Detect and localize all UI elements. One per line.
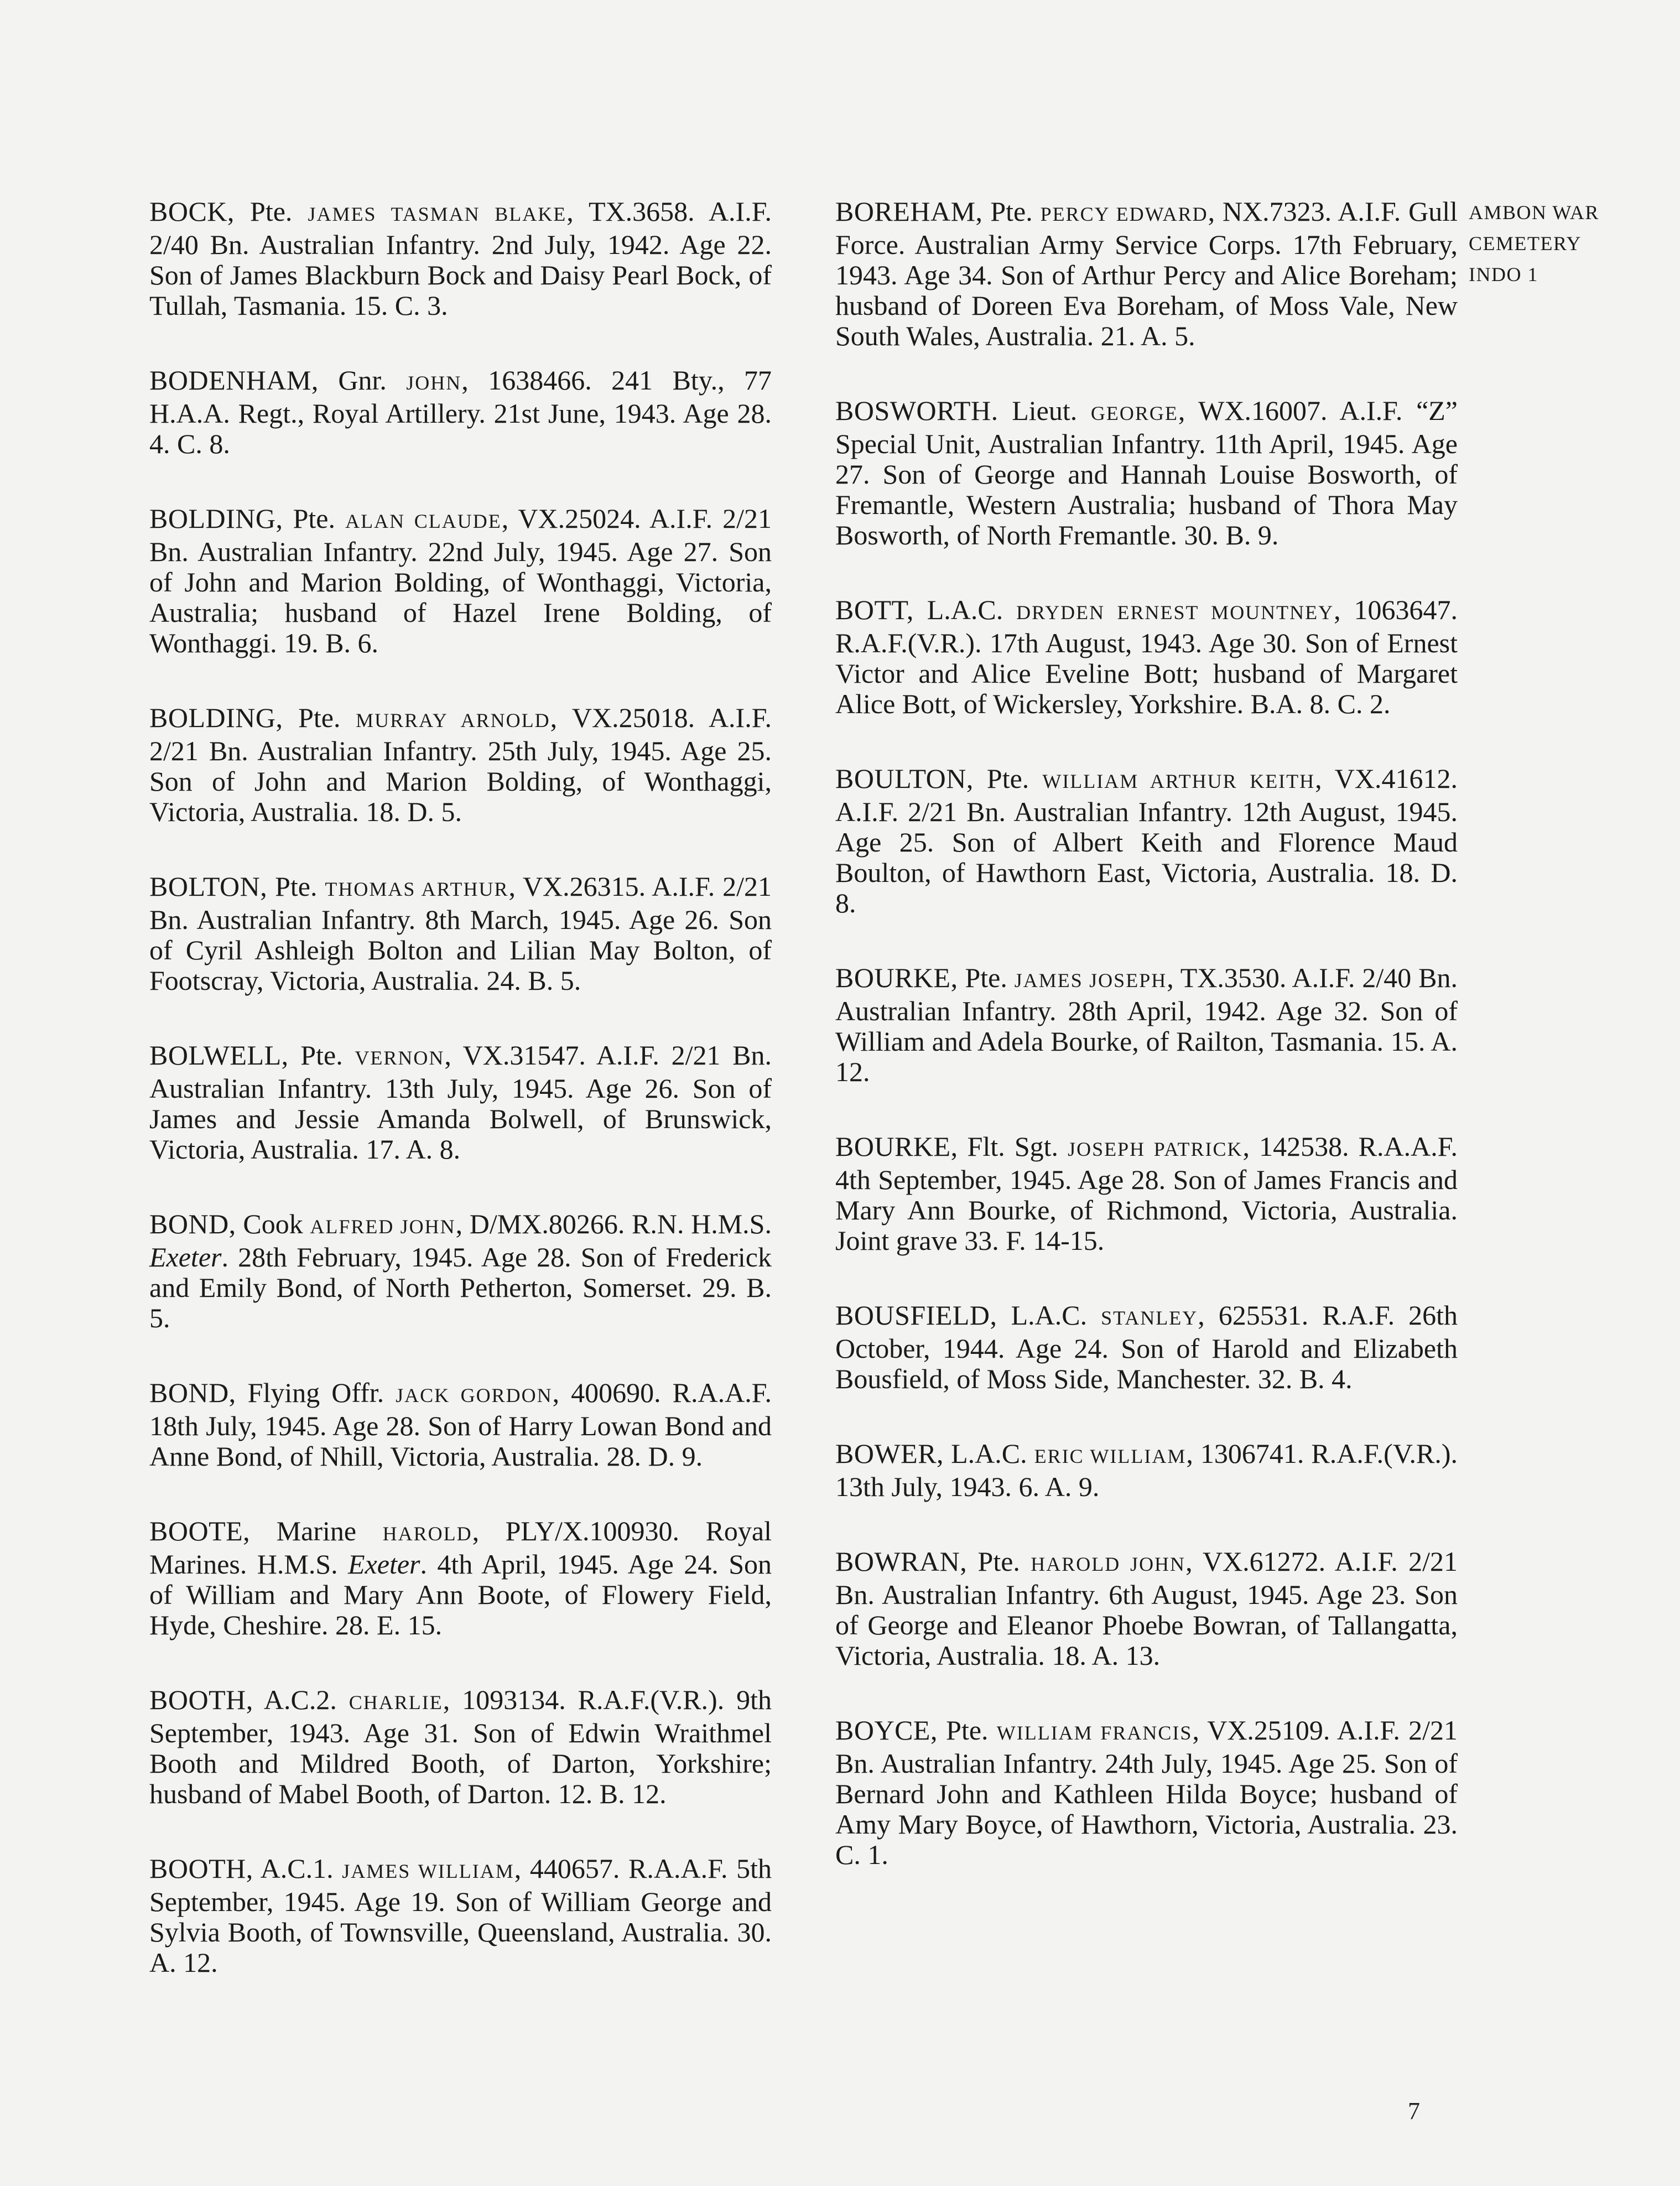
entry: BOREHAM, Pte. PERCY EDWARD, NX.7323. A.I.F. Gull Force. Australian Army Service Corps. 17th February, 1943. Age 34. Son of Arthur Percy and Alice Boreham; husband of Doreen Eva Boreham, of Moss Vale, New South Wales, Australia. 21. A. 5. xyxy=(835,196,1458,351)
right-column xyxy=(835,196,1458,1914)
entry: BOCK, Pte. JAMES TASMAN BLAKE, TX.3658. A.I.F. 2/40 Bn. Australian Infantry. 2nd July, 1942. Age 22. Son of James Blackburn Bock and Daisy Pearl Bock, of Tullah, Tasmania. 15. C. 3. xyxy=(149,196,772,321)
entry: BOYCE, Pte. WILLIAM FRANCIS, VX.25109. A.I.F. 2/21 Bn. Australian Infantry. 24th July, 1945. Age 25. Son of Bernard John and Kathleen Hilda Boyce; husband of Amy Mary Boyce, of Hawthorn, Victoria, Australia. 23. C. 1. xyxy=(835,1715,1458,1870)
ship-name: Exeter xyxy=(149,1242,222,1273)
header-line: AMBON WAR xyxy=(1469,201,1599,224)
entry: BODENHAM, Gnr. JOHN, 1638466. 241 Bty., 77 H.A.A. Regt., Royal Artillery. 21st June, 1943. Age 28. 4. C. 8. xyxy=(149,365,772,459)
page-number: 7 xyxy=(1408,2097,1420,2125)
entry: BOLDING, Pte. ALAN CLAUDE, VX.25024. A.I.F. 2/21 Bn. Australian Infantry. 22nd July, 1945. Age 27. Son of John and Marion Bolding, of Wonthaggi, Victoria, Australia; husband of Hazel Irene Bolding, of Wonthaggi. 19. B. 6. xyxy=(149,503,772,658)
left-column xyxy=(149,196,772,2022)
entry: BOOTH, A.C.2. CHARLIE, 1093134. R.A.F.(V.R.). 9th September, 1943. Age 31. Son of Edwin Wraithmel Booth and Mildred Booth, of Darton, Yorkshire; husband of Mabel Booth, of Darton. 12. B. 12. xyxy=(149,1684,772,1809)
entry: BOURKE, Pte. JAMES JOSEPH, TX.3530. A.I.F. 2/40 Bn. Australian Infantry. 28th April, 1942. Age 32. Son of William and Adela Bourke, of Railton, Tasmania. 15. A. 12. xyxy=(835,962,1458,1087)
entry: BOULTON, Pte. WILLIAM ARTHUR KEITH, VX.41612. A.I.F. 2/21 Bn. Australian Infantry. 12th August, 1945. Age 25. Son of Albert Keith and Florence Maud Boulton, of Hawthorn East, Victoria, Australia. 18. D. 8. xyxy=(835,763,1458,918)
entry: BOLDING, Pte. MURRAY ARNOLD, VX.25018. A.I.F. 2/21 Bn. Australian Infantry. 25th July, 1945. Age 25. Son of John and Marion Bolding, of Wonthaggi, Victoria, Australia. 18. D. 5. xyxy=(149,702,772,827)
entry: BOSWORTH. Lieut. GEORGE, WX.16007. A.I.F. “Z” Special Unit, Australian Infantry. 11th April, 1945. Age 27. Son of George and Hannah Louise Bosworth, of Fremantle, Western Australia; husband of Thora May Bosworth, of North Fremantle. 30. B. 9. xyxy=(835,395,1458,551)
entry: BOLTON, Pte. THOMAS ARTHUR, VX.26315. A.I.F. 2/21 Bn. Australian Infantry. 8th March, 1945. Age 26. Son of Cyril Ashleigh Bolton and Lilian May Bolton, of Footscray, Victoria, Australia. 24. B. 5. xyxy=(149,871,772,996)
entry: BOOTE, Marine HAROLD, PLY/X.100930. Royal Marines. H.M.S. Exeter. 4th April, 1945. Age 24. Son of William and Mary Ann Boote, of Flowery Field, Hyde, Cheshire. 28. E. 15. xyxy=(149,1515,772,1640)
entry: BOUSFIELD, L.A.C. STANLEY, 625531. R.A.F. 26th October, 1944. Age 24. Son of Harold and Elizabeth Bousfield, of Moss Side, Manchester. 32. B. 4. xyxy=(835,1300,1458,1394)
entry: BOWRAN, Pte. HAROLD JOHN, VX.61272. A.I.F. 2/21 Bn. Australian Infantry. 6th August, 1945. Age 23. Son of George and Eleanor Phoebe Bowran, of Tallangatta, Victoria, Australia. 18. A. 13. xyxy=(835,1546,1458,1671)
ship-name: Exeter xyxy=(348,1549,420,1580)
entry: BOND, Cook ALFRED JOHN, D/MX.80266. R.N. H.M.S. Exeter. 28th February, 1945. Age 28. Son of Frederick and Emily Bond, of North Petherton, Somerset. 29. B. 5. xyxy=(149,1208,772,1333)
header-line: CEMETERY xyxy=(1469,232,1582,255)
entry: BOWER, L.A.C. ERIC WILLIAM, 1306741. R.A.F.(V.R.). 13th July, 1943. 6. A. 9. xyxy=(835,1438,1458,1502)
entry: BOOTH, A.C.1. JAMES WILLIAM, 440657. R.A.A.F. 5th September, 1945. Age 19. Son of William George and Sylvia Booth, of Townsville, Queensland, Australia. 30. A. 12. xyxy=(149,1853,772,1978)
entry: BOND, Flying Offr. JACK GORDON, 400690. R.A.A.F. 18th July, 1945. Age 28. Son of Harry Lowan Bond and Anne Bond, of Nhill, Victoria, Australia. 28. D. 9. xyxy=(149,1377,772,1472)
header-line: INDO 1 xyxy=(1469,263,1538,285)
entry: BOTT, L.A.C. DRYDEN ERNEST MOUNTNEY, 1063647. R.A.F.(V.R.). 17th August, 1943. Age 30. Son of Ernest Victor and Alice Eveline Bott; husband of Margaret Alice Bott, of Wickersley, Yorkshire. B.A. 8. C. 2. xyxy=(835,594,1458,719)
entry: BOURKE, Flt. Sgt. JOSEPH PATRICK, 142538. R.A.A.F. 4th September, 1945. Age 28. Son of James Francis and Mary Ann Bourke, of Richmond, Victoria, Australia. Joint grave 33. F. 14-15. xyxy=(835,1131,1458,1256)
cemetery-header xyxy=(1469,197,1668,290)
entry: BOLWELL, Pte. VERNON, VX.31547. A.I.F. 2/21 Bn. Australian Infantry. 13th July, 1945. Age 26. Son of James and Jessie Amanda Bolwell, of Brunswick, Victoria, Australia. 17. A. 8. xyxy=(149,1040,772,1165)
